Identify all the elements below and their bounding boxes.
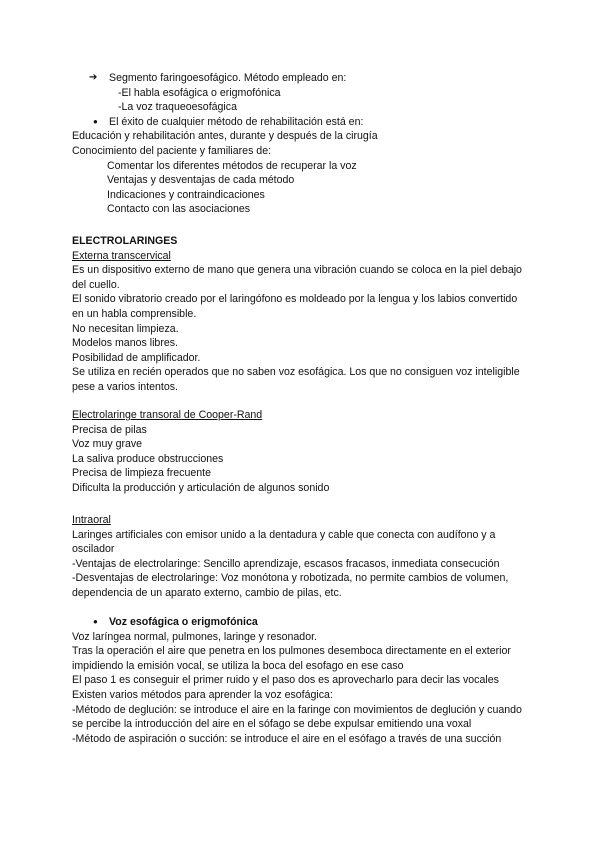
body-line: No necesitan limpieza.: [72, 322, 179, 335]
subsection-title: Externa transcervical: [72, 249, 171, 262]
arrow-bullet-icon: ➔: [89, 72, 98, 83]
indented-line: Comentar los diferentes métodos de recuperar la voz: [107, 159, 357, 172]
section-heading: ELECTROLARINGES: [72, 235, 178, 247]
body-line: Laringes artificiales con emisor unido a la dentadura y cable que conecta con audífono y a oscilador: [72, 528, 496, 556]
subsection-title: Electrolaringe transoral de Cooper-Rand: [72, 409, 263, 421]
indented-line: Ventajas y desventajas de cada método: [107, 174, 295, 187]
body-line: Modelos manos libres.: [72, 337, 178, 350]
body-line: Es un dispositivo externo de mano que genera una vibración cuando se coloca en la piel debajo del cuello.: [72, 264, 522, 291]
laringe-section: [72, 71, 522, 217]
body-line: Posibilidad de amplificador.: [72, 351, 201, 364]
body-line: Precisa de pilas: [72, 423, 147, 436]
indented-line: Contacto con las asociaciones: [107, 203, 251, 216]
body-line: -Ventajas de electrolaringe: Sencillo aprendizaje, escasos fracasos, inmediata consecución: [72, 557, 500, 570]
body-line: El paso 1 es conseguir el primer ruido y el paso dos es aprovecharlo para decir las vocales: [72, 674, 499, 687]
body-line: Existen varios métodos para aprender la voz esofágica:: [72, 688, 333, 701]
body-line: Se utiliza en recién operados que no saben voz esofágica. Los que no consiguen voz inteligible pese a varios intentos.: [72, 366, 520, 393]
body-line: La saliva produce obstrucciones: [72, 452, 224, 465]
subsection-title: Intraoral: [72, 514, 111, 526]
transoral-section: [72, 408, 522, 496]
body-line: Educación y rehabilitación antes, durante y después de la cirugía: [72, 130, 378, 143]
body-line: Dificulta la producción y articulación de algunos sonido: [72, 481, 330, 494]
electrolaringes-section: [72, 234, 522, 395]
body-line: Conocimiento del paciente y familiares de:: [72, 144, 272, 157]
body-line: -Desventajas de electrolaringe: Voz monótona y robotizada, no permite cambios de volumen, dependencia de un aparato externo, cambio de pilas, etc.: [72, 572, 509, 599]
body-line: Voz muy grave: [72, 438, 143, 451]
bullet-list-item: ● El éxito de cualquier método de rehabilitación está en:: [93, 115, 364, 128]
body-line: Tras la operación el aire que penetra en los pulmones desemboca directamente en el exterior impidiendo la emisión vocal, se utiliza la boca del esofago en ese caso: [72, 645, 511, 672]
sub-item-1: -El habla esofágica o erigmofónica: [118, 86, 281, 99]
intraoral-section: [72, 513, 522, 601]
dot-bullet-icon: ●: [93, 617, 98, 626]
dot-bullet-icon: ●: [93, 116, 98, 126]
arrow-list-item: ➔ Segmento faringoesofágico. Método empleado en:: [89, 72, 347, 84]
sub-item-2: -La voz traqueoesofágica: [118, 101, 237, 114]
body-line: -Método de aspiración o succión: se introduce el aire en el esófago a través de una succión: [72, 732, 502, 745]
body-line: Voz laríngea normal, pulmones, laringe y resonador.: [72, 630, 317, 643]
body-line: El sonido vibratorio creado por el laringófono es moldeado por la lengua y los labios convertido en un habla comprensible.: [72, 293, 518, 320]
body-line: Precisa de limpieza frecuente: [72, 467, 211, 480]
bullet-heading: ● Voz esofágica o erigmofónica: [93, 616, 258, 628]
voz-esofagica-section: [72, 615, 522, 746]
indented-line: Indicaciones y contraindicaciones: [107, 188, 265, 201]
body-line: -Método de deglución: se introduce el aire en la faringe con movimientos de deglución y cuando se percibe la introducción del aire en el sófago se debe expulsar emitiendo una voxal: [72, 703, 522, 731]
